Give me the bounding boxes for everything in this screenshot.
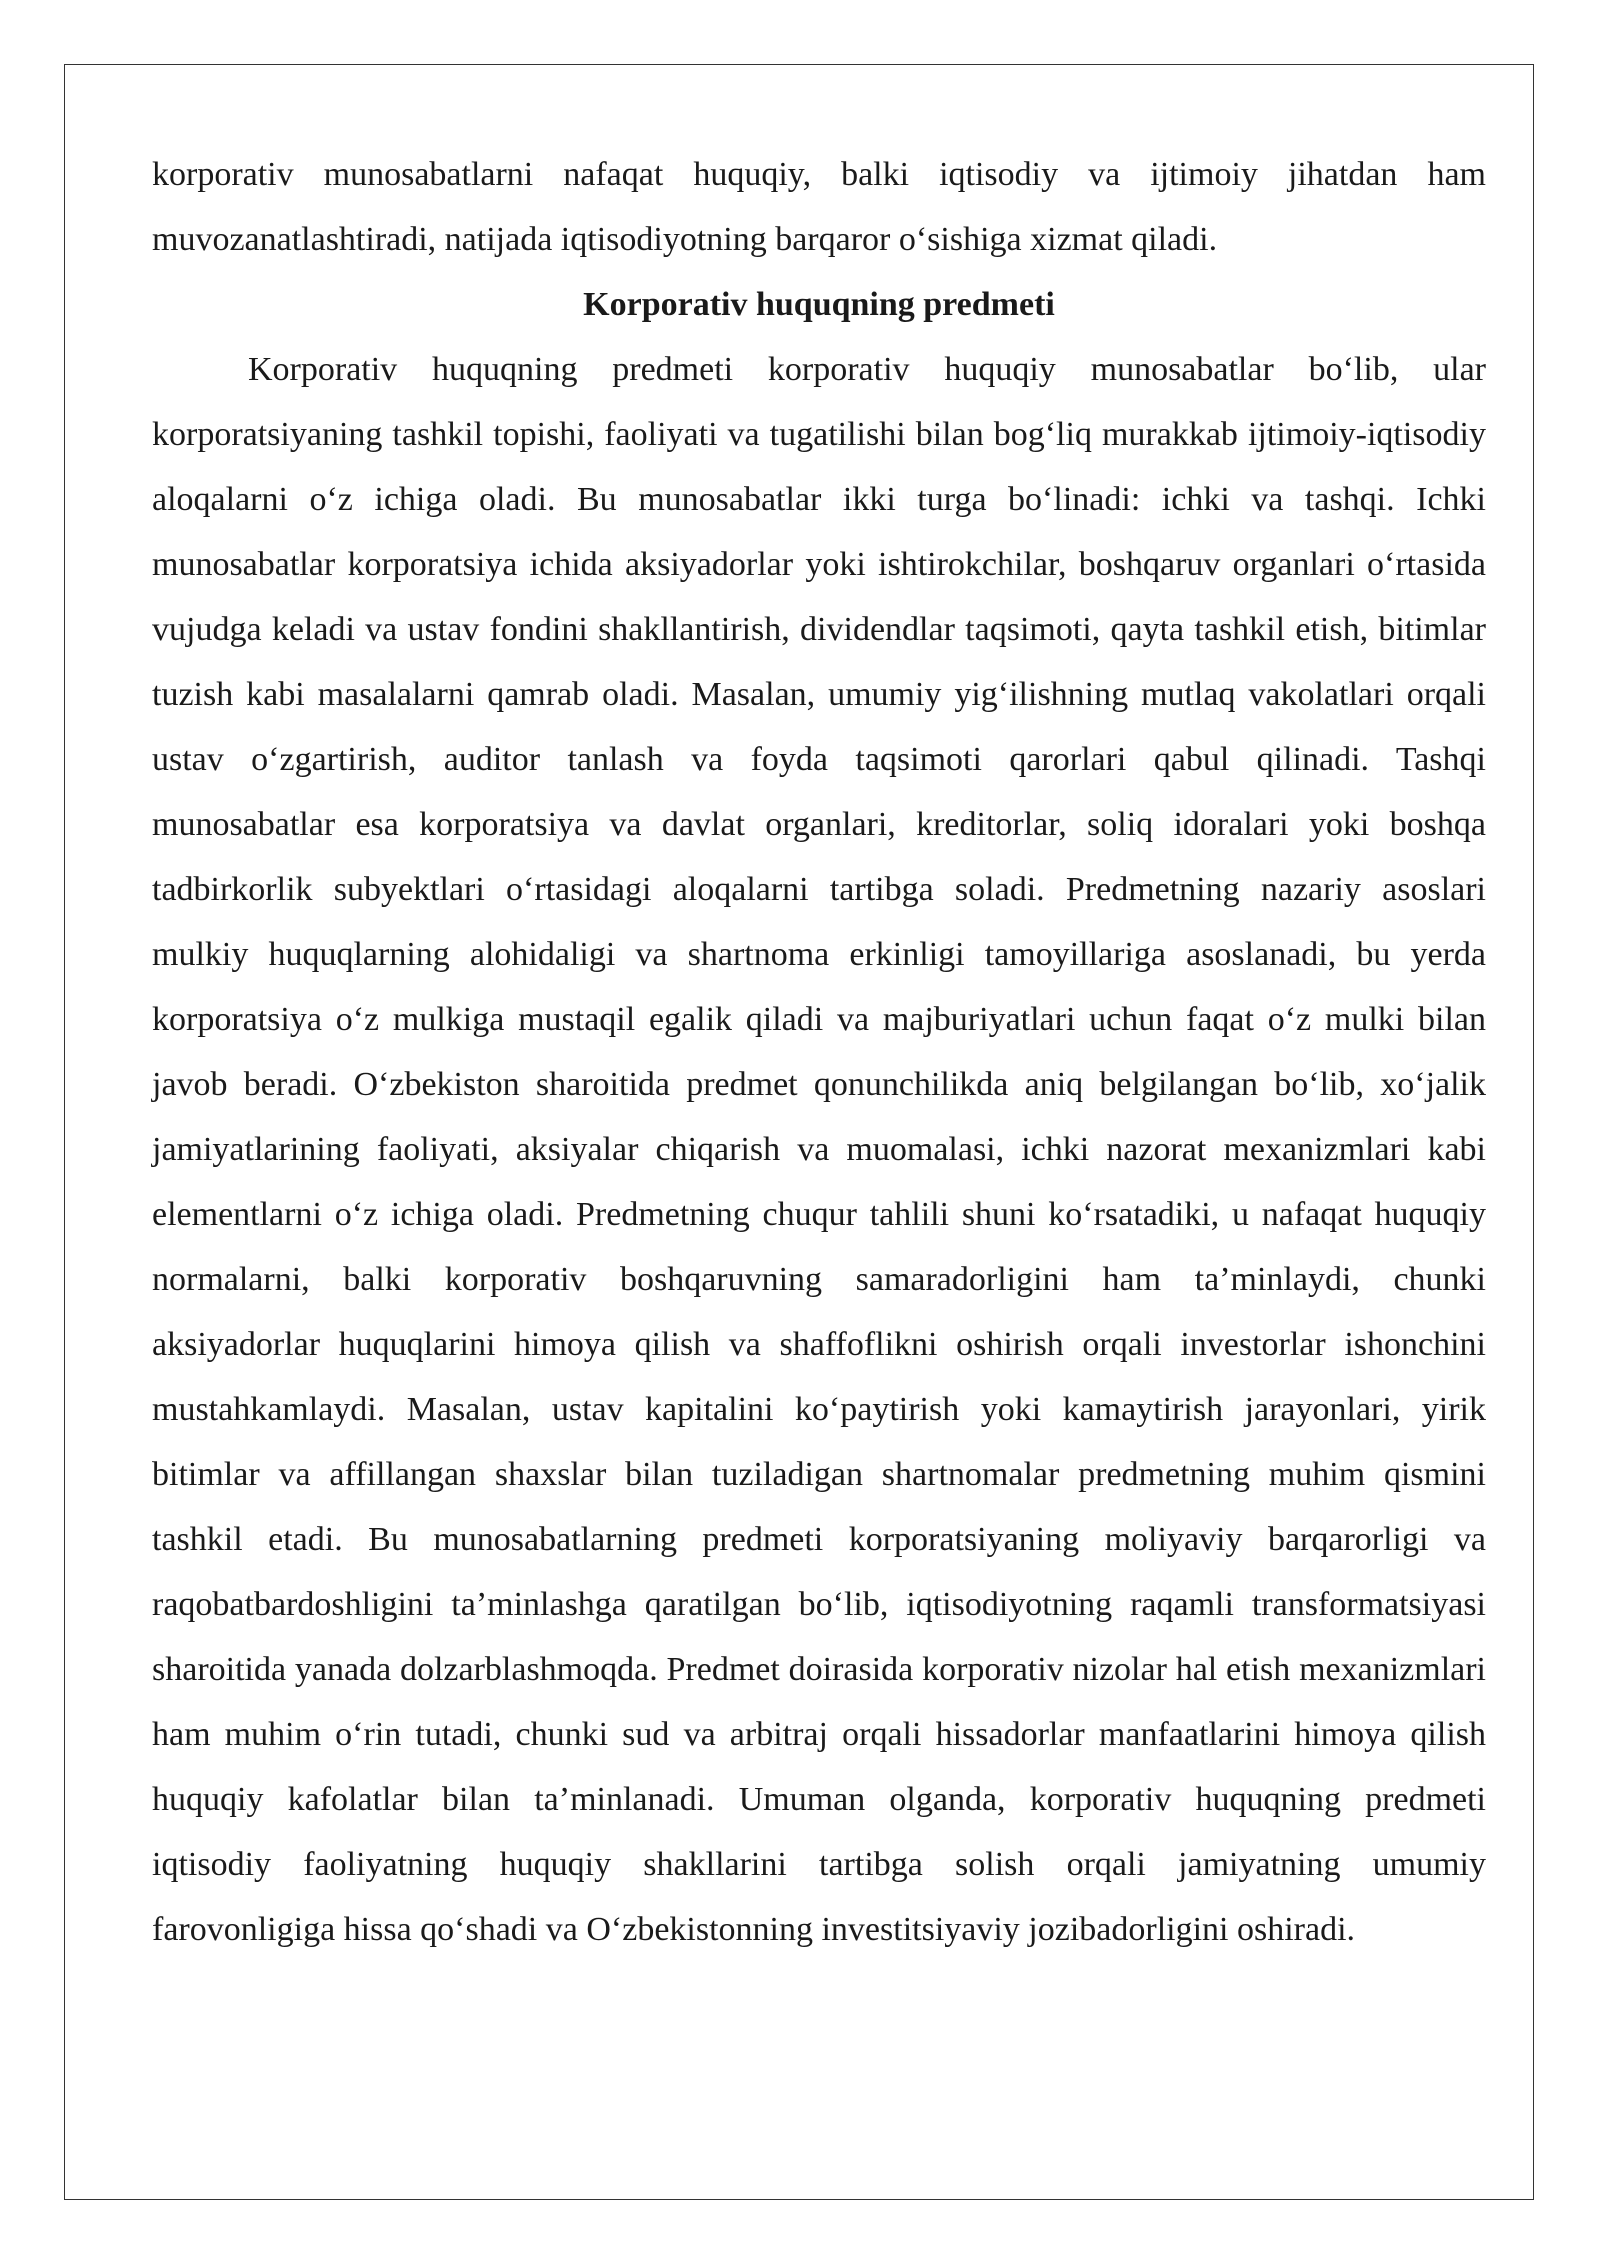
document-body xyxy=(152,142,1486,1962)
body-paragraph: Korporativ huquqning predmeti korporativ huquqiy munosabatlar bo‘lib, ular korporatsiyaning tashkil topishi, faoliyati va tugatilishi bilan bog‘liq murakkab ijtimoiy-iqtisodiy aloqalarni o‘z ichiga oladi. Bu munosabatlar ikki turga bo‘linadi: ichki va tashqi. Ichki munosabatlar korporatsiya ichida aksiyadorlar yoki ishtirokchilar, boshqaruv organlari o‘rtasida vujudga keladi va ustav fondini shakllantirish, dividendlar taqsimoti, qayta tashkil etish, bitimlar tuzish kabi masalalarni qamrab oladi. Masalan, umumiy yig‘ilishning mutlaq vakolatlari orqali ustav o‘zgartirish, auditor tanlash va foyda taqsimoti qarorlari qabul qilinadi. Tashqi munosabatlar esa korporatsiya va davlat organlari, kreditorlar, soliq idoralari yoki boshqa tadbirkorlik subyektlari o‘rtasidagi aloqalarni tartibga soladi. Predmetning nazariy asoslari mulkiy huquqlarning alohidaligi va shartnoma erkinligi tamoyillariga asoslanadi, bu yerda korporatsiya o‘z mulkiga mustaqil egalik qiladi va majburiyatlari uchun faqat o‘z mulki bilan javob beradi. O‘zbekiston sharoitida predmet qonunchilikda aniq belgilangan bo‘lib, xo‘jalik jamiyatlarining faoliyati, aksiyalar chiqarish va muomalasi, ichki nazorat mexanizmlari kabi elementlarni o‘z ichiga oladi. Predmetning chuqur tahlili shuni ko‘rsatadiki, u nafaqat huquqiy normalarni, balki korporativ boshqaruvning samaradorligini ham ta’minlaydi, chunki aksiyadorlar huquqlarini himoya qilish va shaffoflikni oshirish orqali investorlar ishonchini mustahkamlaydi. Masalan, ustav kapitalini ko‘paytirish yoki kamaytirish jarayonlari, yirik bitimlar va affillangan shaxslar bilan tuziladigan shartnomalar predmetning muhim qismini tashkil etadi. Bu munosabatlarning predmeti korporatsiyaning moliyaviy barqarorligi va raqobatbardoshligini ta’minlashga qaratilgan bo‘lib, iqtisodiyotning raqamli transformatsiyasi sharoitida yanada dolzarblashmoqda. Predmet doirasida korporativ nizolar hal etish mexanizmlari ham muhim o‘rin tutadi, chunki sud va arbitraj orqali hissadorlar manfaatlarini himoya qilish huquqiy kafolatlar bilan ta’minlanadi. Umuman olganda, korporativ huquqning predmeti iqtisodiy faoliyatning huquqiy shakllarini tartibga solish orqali jamiyatning umumiy farovonligiga hissa qo‘shadi va O‘zbekistonning investitsiyaviy jozibadorligini oshiradi. xyxy=(152,351,1486,1948)
continuation-paragraph: korporativ munosabatlarni nafaqat huquqiy, balki iqtisodiy va ijtimoiy jihatdan ham muvozanatlashtiradi, natijada iqtisodiyotning barqaror o‘sishiga xizmat qiladi. xyxy=(152,156,1486,258)
section-heading: Korporativ huquqning predmeti xyxy=(583,286,1055,323)
